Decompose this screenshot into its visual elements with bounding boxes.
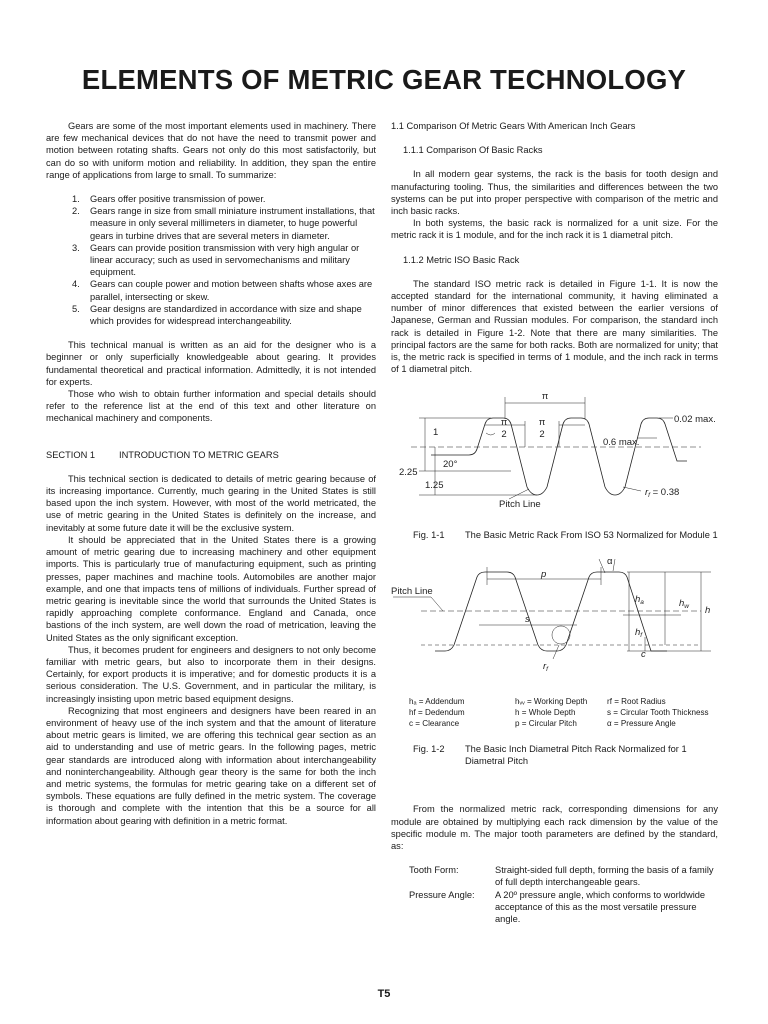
legend-item: rf = Root Radius — [607, 697, 666, 707]
alpha-label: α — [607, 555, 613, 567]
dim-2-25-label: 2.25 — [399, 467, 418, 479]
section-paragraph: This technical section is dedicated to details of metric gearing because of its increasing importance. Currently, much gearing in the United States is still based upon the inch system. However, with most of the world metricated, the use of metric gearing in the United States is definitely on the increase, and inevitably at some future date it will be the exclusive system. — [46, 473, 376, 533]
normalized-rack-paragraph: From the normalized metric rack, corresponding dimensions for any module are obtained by multiplying each rack dimension by the value of the specific module m. The major tooth parameters are defined by the standard, as: — [391, 804, 718, 852]
root-radius-label: $r_f = 0.38$ — [645, 487, 680, 500]
dedendum-label: $h_f$ — [635, 626, 643, 639]
tooth-thickness-label: s — [525, 613, 530, 625]
intro-paragraph: Gears are some of the most important elements used in machinery. There are few mechanical devices that do not have the need to transmit power and motion between rotating shafts. Gears not only do this most satisfactorily, but can do so with uniform motion and reliability. In addition, they span the entire range of applications from large to small. To summarize: — [46, 121, 376, 180]
section-paragraph: Recognizing that most engineers and designers have been reared in an environment of heavy use of the inch system and that the amount of literature about metric gears is limited, we are offering this technical gear section as an aid to understanding and use of metric gears. In the following pages, metric gear standards are introduced along with information about interchangeability and noninterchangeability. Although gear theory is the same for both the inch and metric systems, the formulas for metric gearing take on a different set of symbols. These equations are fully defined in the metric system. The coverage is thorough and complete with the intention that this be a source for all information about gearing with definition in a metric format. — [46, 705, 376, 826]
addendum-label: $h_a$ — [635, 593, 644, 606]
metric-rack-figure — [391, 389, 718, 517]
list-item: 1. Gears offer positive transmission of power. — [72, 194, 266, 205]
legend-item: α = Pressure Angle — [607, 719, 676, 729]
page-number: T5 — [377, 988, 391, 1000]
pi-half-label: π — [538, 417, 546, 429]
root-radius-label: $r_f$ — [543, 660, 548, 673]
legend-item: h = Whole Depth — [515, 708, 576, 718]
benefits-list — [46, 193, 376, 327]
section-paragraph: It should be appreciated that in the United States there is a growing amount of metric gearing due to increasing machinery and other equipment imports. This is particularly true of manufacturing equipment, such as printing presses, paper machines and machine tools. Automobiles are another major example, and one that impacts tens of millions of individuals. Further spread of metric gearing is inevitable since the world that surrounds the United States is rapidly approaching complete conformance. England and Canada, once bastions of the inch system, are well down the road of metrication, leaving the United States as the only significant exception. — [46, 534, 376, 643]
pi-half-denominator: 2 — [501, 429, 507, 441]
page-title: ELEMENTS OF METRIC GEAR TECHNOLOGY — [81, 64, 687, 95]
pi-label: π — [541, 391, 549, 403]
left-column — [46, 120, 376, 827]
legend-item: hᵥᵥ = Working Depth — [515, 697, 588, 707]
pi-half-label: π — [500, 417, 508, 429]
iso-rack-paragraph: The standard ISO metric rack is detailed in Figure 1-1. It is now the accepted standard for the international community, it having eliminated a number of minor differences that existed between the earlier versions of Japanese, German and Russian modules. For comparison, the standard inch rack is detailed in Figure 1-2. Note that there are many similarities. The principal factors are the same for both racks. Both are normalized for unity; that is, the metric rack is specified in terms of 1 module, and the inch rack in terms of 1 diametral pitch. — [391, 278, 718, 375]
heading-1-1-1: 1.1.1 Comparison Of Basic Racks — [403, 145, 543, 156]
legend-item: hf = Dedendum — [409, 708, 465, 718]
dim-1-label: 1 — [433, 427, 439, 439]
whole-depth-label: h — [705, 604, 711, 616]
max-0-6-label: 0.6 max. — [603, 437, 640, 449]
pi-half-denominator: 2 — [539, 429, 545, 441]
legend-item: p = Circular Pitch — [515, 719, 577, 729]
list-item: 5. Gear designs are standardized in accordance with size and shape which provides for widespread interchangeability. — [72, 303, 362, 327]
pitch-line-label: Pitch Line — [499, 499, 541, 511]
figure-1-2-caption: Fig. 1-2 The Basic Inch Diametral Pitch Rack Normalized for 1 Diametral Pitch — [413, 744, 687, 767]
legend-item: s = Circular Tooth Thickness — [607, 708, 709, 718]
legend-item: hₐ = Addendum — [409, 697, 465, 707]
angle-label: 20° — [443, 459, 458, 471]
working-depth-label: $h_w$ — [679, 597, 689, 610]
figure-1-1-caption: Fig. 1-1 The Basic Metric Rack From ISO 53 Normalized for Module 1 — [413, 529, 718, 540]
dim-1-25-label: 1.25 — [425, 480, 444, 492]
definition-row: Tooth Form: Straight-sided full depth, forming the basis of a family of full depth interchangeable gears. — [409, 865, 714, 888]
clearance-label: c — [641, 648, 646, 660]
section-heading: SECTION 1 INTRODUCTION TO METRIC GEARS — [46, 449, 279, 460]
manual-purpose-paragraph: This technical manual is written as an aid for the designer who is a beginner or only superficially knowledgeable about gearing. It provides fundamental theoretical and practical information. Admittedly, it is not intended for experts. — [46, 340, 376, 387]
basic-racks-paragraph: In all modern gear systems, the rack is the basis for tooth design and manufacturing tooling. Thus, the similarities and differences between the two systems can be put into proper perspective with comparison of the metric and inch basic racks. — [391, 169, 718, 217]
inch-rack-figure — [391, 555, 718, 687]
pitch-line-label: Pitch Line — [391, 585, 433, 597]
symbol-legend — [391, 696, 718, 729]
circular-pitch-label: p — [541, 568, 547, 580]
right-column — [391, 120, 718, 925]
heading-1-1-2: 1.1.2 Metric ISO Basic Rack — [403, 254, 520, 265]
tolerance-label: 0.02 max. — [674, 414, 716, 426]
legend-item: c = Clearance — [409, 719, 460, 729]
unit-size-paragraph: In both systems, the basic rack is normalized for a unit size. For the metric rack it is 1 module, and for the inch rack it is 1 diametral pitch. — [391, 218, 718, 241]
list-item: 3. Gears can provide position transmission with very high angular or linear accuracy; such as used in servomechanisms and military equipment. — [72, 242, 360, 278]
definition-row: Pressure Angle: A 20º pressure angle, which conforms to worldwide acceptance of this as the most versatile pressure angle. — [409, 889, 706, 925]
section-paragraph: Thus, it becomes prudent for engineers and designers to not only become familiar with metric gears, but also to incorporate them in their designs. Certainly, for export products it is imperative; and for domestic products it is a serious consideration. The U.S. Government, and in particular the military, is increasingly insisting upon metric based equipment designs. — [46, 644, 376, 704]
references-paragraph: Those who wish to obtain further information and special details should refer to the reference list at the end of this text and other literature on mechanical machinery and components. — [46, 389, 376, 424]
list-item: 2. Gears range in size from small miniature instrument installations, that measure in only several millimeters in diameter, to huge powerful gears in turbine drives that are several meters in diameter. — [72, 206, 375, 241]
list-item: 4. Gears can couple power and motion between shafts whose axes are parallel, intersecting or skew. — [72, 279, 373, 302]
heading-1-1: 1.1 Comparison Of Metric Gears With American Inch Gears — [391, 121, 636, 131]
